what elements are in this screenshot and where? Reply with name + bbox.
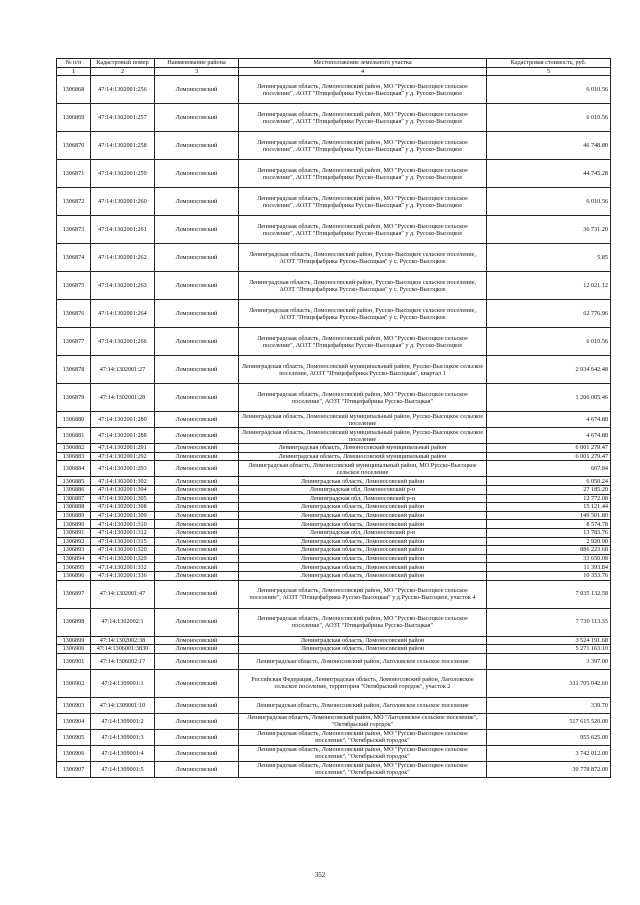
row-index: 1306871	[57, 160, 91, 188]
cadastral-value: 6 010.56	[487, 76, 611, 104]
district-name: Ломоносовский	[155, 520, 239, 529]
district-name: Ломоносовский	[155, 104, 239, 132]
cadastral-value: 10 353.76	[487, 571, 611, 580]
cadastral-number: 47:14:1302001:305	[91, 494, 155, 503]
location: Ленинградская область, Ломоносовский район	[239, 520, 487, 529]
cadastral-number: 47:14:1302001:302	[91, 477, 155, 486]
table-row	[57, 645, 611, 654]
cadastral-value: 3 397.00	[487, 653, 611, 669]
district-name: Ломоносовский	[155, 160, 239, 188]
row-index: 1306885	[57, 477, 91, 486]
cadastral-value: 30 778 872.00	[487, 761, 611, 777]
location: Ленинградская область, Ломоносовский район, МО "Русско-Высоцкое сельское поселение", АОЗТ "Птицефабрика Русско-Высоцкая"	[239, 608, 487, 636]
row-index: 1306900	[57, 645, 91, 654]
cadastral-number: 47:14:1309001:5	[91, 761, 155, 777]
cadastral-number: 47:14:1302001:28	[91, 384, 155, 412]
location: Ленинградская область, Ломоносовский муниципальный район, Русско-Высоцкое сельское поселение	[239, 412, 487, 428]
row-index: 1306897	[57, 580, 91, 608]
cadastral-value: 5 271 163.10	[487, 645, 611, 654]
table-row	[57, 571, 611, 580]
cadastral-number: 47:14:1302001:288	[91, 428, 155, 444]
location: Ленинградская область, Ломоносовский район, МО "Русско-Высоцкое сельское поселение", АОЗТ "Птицефабрика Русско-Высоцкая" у д. Русско-Высоцкое	[239, 188, 487, 216]
district-name: Ломоносовский	[155, 761, 239, 777]
table-row	[57, 580, 611, 608]
row-index: 1306884	[57, 461, 91, 477]
cadastral-number: 47:14:1302001:256	[91, 76, 155, 104]
district-name: Ломоносовский	[155, 503, 239, 512]
cadastral-value: 11 393.84	[487, 563, 611, 572]
cadastral-number: 47:14:1302001:257	[91, 104, 155, 132]
cadastral-number: 47:14:1302001:258	[91, 132, 155, 160]
row-index: 1306890	[57, 520, 91, 529]
row-index: 1306887	[57, 494, 91, 503]
cadastral-value: 44 745.28	[487, 160, 611, 188]
cadastral-number: 47:14:1309001:10	[91, 697, 155, 713]
row-index: 1306906	[57, 745, 91, 761]
district-name: Ломоносовский	[155, 563, 239, 572]
cadastral-value: 15 121.44	[487, 503, 611, 512]
district-name: Ломоносовский	[155, 328, 239, 356]
district-name: Ломоносовский	[155, 384, 239, 412]
cadastral-number: 47:14:1302001:262	[91, 244, 155, 272]
district-name: Ломоносовский	[155, 511, 239, 520]
district-name: Ломоносовский	[155, 412, 239, 428]
cadastral-value: 6 001 279.47	[487, 444, 611, 453]
column-number: 3	[155, 68, 239, 76]
column-number: 2	[91, 68, 155, 76]
row-index: 1306876	[57, 300, 91, 328]
cadastral-number: 47:14:1302001:310	[91, 520, 155, 529]
location: Ленинградская область, Ломоносовский район, Русско-Высоцкое сельское поселение, АОЗТ "Птицефабрика Русско-Высоцкая" у с. Русско-Высоцкое	[239, 300, 487, 328]
location: Ленинградская обл, Ломоносовский р-н	[239, 485, 487, 494]
location: Ленинградская область, Ломоносовский район, МО "Русско-Высоцкое сельское поселение", АОЗТ "Птицефабрика Русско-Высоцкая" у д. Русско-Высоцкое	[239, 76, 487, 104]
district-name: Ломоносовский	[155, 697, 239, 713]
cadastral-value: 1 206 005.46	[487, 384, 611, 412]
row-index: 1306903	[57, 697, 91, 713]
cadastral-value: 62 776.96	[487, 300, 611, 328]
location: Ленинградская область, Ломоносовский район, Русско-Высоцкое сельское поселение, АОЗТ "Птицефабрика Русско-Высоцкая" у с. Русско-Высоцкое	[239, 272, 487, 300]
cadastral-number: 47:14:1302001:312	[91, 528, 155, 537]
cadastral-number: 47:14:1306001:3830	[91, 645, 155, 654]
row-index: 1306873	[57, 216, 91, 244]
table-row	[57, 272, 611, 300]
location: Ленинградская область, Ломоносовский район	[239, 546, 487, 555]
cadastral-number: 47:14:1302001:291	[91, 444, 155, 453]
location: Ленинградская область, Ломоносовский район, МО "Русско-Высоцкое сельское поселение", АОЗТ "Птицефабрика Русско-Высоцкая" у д.Русско-Высоцкое, участок 4	[239, 580, 487, 608]
table-row	[57, 452, 611, 461]
table-row	[57, 537, 611, 546]
table-row	[57, 554, 611, 563]
cadastral-value: 27 185.20	[487, 485, 611, 494]
cadastral-number: 47:14:1302001:266	[91, 328, 155, 356]
location: Ленинградская область, Ломоносовский район	[239, 563, 487, 572]
row-index: 1306904	[57, 713, 91, 729]
row-index: 1306905	[57, 729, 91, 745]
table-row	[57, 653, 611, 669]
district-name: Ломоносовский	[155, 244, 239, 272]
cadastral-value: 2 920.90	[487, 537, 611, 546]
cadastral-value: 6 010.56	[487, 188, 611, 216]
row-index: 1306894	[57, 554, 91, 563]
location: Ленинградская обл, Ломоносовский р-н	[239, 494, 487, 503]
row-index: 1306896	[57, 571, 91, 580]
table-row	[57, 412, 611, 428]
district-name: Ломоносовский	[155, 132, 239, 160]
location: Ленинградская область, Ломоносовский район	[239, 645, 487, 654]
cadastral-value: 6 010.56	[487, 104, 611, 132]
location: Ленинградская область, Ломоносовский муниципальный район, Русско-Высоцкое сельское поселение	[239, 428, 487, 444]
column-number: 5	[487, 68, 611, 76]
row-index: 1306875	[57, 272, 91, 300]
district-name: Ломоносовский	[155, 608, 239, 636]
cadastral-number: 47:14:1302001:47	[91, 580, 155, 608]
location: Ленинградская область, Ломоносовский район	[239, 636, 487, 645]
location: Ленинградская область, Ломоносовский район, МО "Русско-Высоцкое сельское поселение", АОЗТ "Птицефабрика Русско-Высоцкая"	[239, 384, 487, 412]
district-name: Ломоносовский	[155, 546, 239, 555]
cadastral-value: 6 001 279.47	[487, 452, 611, 461]
row-index: 1306870	[57, 132, 91, 160]
column-number-row	[57, 68, 611, 76]
cadastral-number: 47:14:1302001:315	[91, 537, 155, 546]
district-name: Ломоносовский	[155, 477, 239, 486]
table-row	[57, 428, 611, 444]
cadastral-number: 47:14:1309001:2	[91, 713, 155, 729]
row-index: 1306881	[57, 428, 91, 444]
cadastral-value: 886 223.68	[487, 546, 611, 555]
table-row	[57, 485, 611, 494]
location: Ленинградская область, Ломоносовский район, МО "Лаголовское сельское поселение", "Октябрьский городок"	[239, 713, 487, 729]
table-row	[57, 216, 611, 244]
cadastral-number: 47:14:1302001:304	[91, 485, 155, 494]
district-name: Ломоносовский	[155, 428, 239, 444]
district-name: Ломоносовский	[155, 554, 239, 563]
row-index: 1306891	[57, 528, 91, 537]
location: Ленинградская область, Ломоносовский муниципальный район	[239, 444, 487, 453]
cadastral-number: 47:14:1302001:261	[91, 216, 155, 244]
cadastral-value: 7 035 132.58	[487, 580, 611, 608]
district-name: Ломоносовский	[155, 272, 239, 300]
table-row	[57, 608, 611, 636]
district-name: Ломоносовский	[155, 444, 239, 453]
district-name: Ломоносовский	[155, 537, 239, 546]
location: Ленинградская область, Ломоносовский район, МО "Русско-Высоцкое сельское поселение", АОЗТ "Птицефабрика Русско-Высоцкая" у д. Русско-Высоцкое	[239, 160, 487, 188]
location: Ленинградская область, Ломоносовский район	[239, 554, 487, 563]
cadastral-number: 47:14:1309001:3	[91, 729, 155, 745]
location: Ленинградская область, Ломоносовский район	[239, 537, 487, 546]
table-row	[57, 520, 611, 529]
table-row	[57, 563, 611, 572]
district-name: Ломоносовский	[155, 580, 239, 608]
cadastral-number: 47:14:1302001:329	[91, 554, 155, 563]
district-name: Ломоносовский	[155, 485, 239, 494]
cadastral-value: 13 783.76	[487, 528, 611, 537]
row-index: 1306902	[57, 669, 91, 697]
table-row	[57, 188, 611, 216]
location: Ленинградская область, Ломоносовский район, МО "Русско-Высоцкое сельское поселение", АОЗТ "Птицефабрика Русско-Высоцкая" у д. Русско-Высоцкое	[239, 328, 487, 356]
table-row	[57, 444, 611, 453]
table-row	[57, 132, 611, 160]
table-row	[57, 636, 611, 645]
table-row	[57, 669, 611, 697]
table-row	[57, 477, 611, 486]
district-name: Ломоносовский	[155, 216, 239, 244]
row-index: 1306874	[57, 244, 91, 272]
row-index: 1306886	[57, 485, 91, 494]
cadastral-number: 47:14:1302001:309	[91, 511, 155, 520]
cadastral-number: 47:14:1302001:293	[91, 461, 155, 477]
row-index: 1306868	[57, 76, 91, 104]
row-index: 1306889	[57, 511, 91, 520]
row-index: 1306872	[57, 188, 91, 216]
row-index: 1306899	[57, 636, 91, 645]
district-name: Ломоносовский	[155, 188, 239, 216]
row-index: 1306898	[57, 608, 91, 636]
district-name: Ломоносовский	[155, 461, 239, 477]
table-row	[57, 384, 611, 412]
cadastral-value: 8 574.78	[487, 520, 611, 529]
table-row	[57, 503, 611, 512]
page-number: 352	[314, 871, 326, 879]
column-number: 4	[239, 68, 487, 76]
column-number: 1	[57, 68, 91, 76]
cadastral-number: 47:14:1302002:38	[91, 636, 155, 645]
cadastral-number: 47:14:1302001:292	[91, 452, 155, 461]
location: Ленинградская область, Ломоносовский район	[239, 477, 487, 486]
location: Ленинградская область, Ломоносовский район, Лаголовское сельское поселение	[239, 653, 487, 669]
table-row	[57, 356, 611, 384]
cadastral-value: 33 650.08	[487, 554, 611, 563]
location: Российская Федерация, Ленинградская область, Ломоносовский район, Лаголовское сельское поселение, территория "Октябрьский городок", участок 2	[239, 669, 487, 697]
row-index: 1306883	[57, 452, 91, 461]
location: Ленинградская область, Ломоносовский муниципальный район, Русско-Высоцкое сельское поселение, АОЗТ "Птицефабрика Русско-Высоцкая", квартал 1	[239, 356, 487, 384]
cadastral-table	[56, 58, 611, 778]
district-name: Ломоносовский	[155, 356, 239, 384]
location: Ленинградская область, Ломоносовский район, Лаголовское сельское поселение	[239, 697, 487, 713]
district-name: Ломоносовский	[155, 494, 239, 503]
table-row	[57, 494, 611, 503]
cadastral-number: 47:14:1302001:263	[91, 272, 155, 300]
cadastral-number: 47:14:1302001:320	[91, 546, 155, 555]
table-row	[57, 761, 611, 777]
cadastral-value: 6 050.24	[487, 477, 611, 486]
table-row	[57, 300, 611, 328]
district-name: Ломоносовский	[155, 76, 239, 104]
cadastral-number: 47:14:1302001:27	[91, 356, 155, 384]
location: Ленинградская область, Ломоносовский район, МО "Русско-Высоцкое сельское поселение", "Октябрьский городок"	[239, 761, 487, 777]
location: Ленинградская обл, Ломоносовский р-н	[239, 528, 487, 537]
district-name: Ломоносовский	[155, 729, 239, 745]
district-name: Ломоносовский	[155, 645, 239, 654]
location: Ленинградская область, Ломоносовский район	[239, 503, 487, 512]
row-index: 1306880	[57, 412, 91, 428]
location: Ленинградская область, Ломоносовский район, Русско-Высоцкое сельское поселение, АОЗТ "Птицефабрика Русско-Высоцкая" у с. Русско-Высоцкое	[239, 244, 487, 272]
cadastral-value: 3 524 191.68	[487, 636, 611, 645]
cadastral-value: 4 674.88	[487, 428, 611, 444]
location: Ленинградская область, Ломоносовский район, МО "Русско-Высоцкое сельское поселение", АОЗТ "Птицефабрика Русско-Высоцкая" у д. Русско-Высоцкое	[239, 216, 487, 244]
district-name: Ломоносовский	[155, 745, 239, 761]
cadastral-value: 667.84	[487, 461, 611, 477]
row-index: 1306888	[57, 503, 91, 512]
cadastral-value: 149 501.80	[487, 511, 611, 520]
table-row	[57, 160, 611, 188]
header-index: № п/п	[57, 59, 91, 68]
table-row	[57, 328, 611, 356]
location: Ленинградская область, Ломоносовский район, МО "Русско-Высоцкое сельское поселение", "Октябрьский городок"	[239, 729, 487, 745]
table-row	[57, 745, 611, 761]
cadastral-value: 7 730 113.35	[487, 608, 611, 636]
district-name: Ломоносовский	[155, 636, 239, 645]
cadastral-number: 47:14:1302002:1	[91, 608, 155, 636]
row-index: 1306901	[57, 653, 91, 669]
location: Ленинградская область, Ломоносовский район	[239, 571, 487, 580]
cadastral-number: 47:14:1309001:1	[91, 669, 155, 697]
row-index: 1306879	[57, 384, 91, 412]
district-name: Ломоносовский	[155, 653, 239, 669]
cadastral-number: 47:14:1302001:259	[91, 160, 155, 188]
table-row	[57, 697, 611, 713]
cadastral-value: 4 674.88	[487, 412, 611, 428]
table-row	[57, 528, 611, 537]
row-index: 1306878	[57, 356, 91, 384]
cadastral-value: 517 615 520.00	[487, 713, 611, 729]
cadastral-value: 3 742 012.00	[487, 745, 611, 761]
row-index: 1306882	[57, 444, 91, 453]
cadastral-value: 955 625.00	[487, 729, 611, 745]
cadastral-value: 6 010.56	[487, 328, 611, 356]
cadastral-value: 12 772.08	[487, 494, 611, 503]
district-name: Ломоносовский	[155, 713, 239, 729]
district-name: Ломоносовский	[155, 669, 239, 697]
row-index: 1306892	[57, 537, 91, 546]
cadastral-number: 47:14:1302001:336	[91, 571, 155, 580]
table-row	[57, 729, 611, 745]
cadastral-value: 12 021.12	[487, 272, 611, 300]
location: Ленинградская область, Ломоносовский район	[239, 511, 487, 520]
cadastral-number: 47:14:1306002:17	[91, 653, 155, 669]
cadastral-value: 339.70	[487, 697, 611, 713]
header-cadastral-number: Кадастровый номер	[91, 59, 155, 68]
cadastral-value: 2 934 642.48	[487, 356, 611, 384]
cadastral-number: 47:14:1302001:332	[91, 563, 155, 572]
row-index: 1306893	[57, 546, 91, 555]
district-name: Ломоносовский	[155, 528, 239, 537]
cadastral-number: 47:14:1309001:4	[91, 745, 155, 761]
table-row	[57, 104, 611, 132]
location: Ленинградская область, Ломоносовский муниципальный район, МО Русско-Высоцкое сельское поселение	[239, 461, 487, 477]
header-cadastral-value: Кадастровая стоимость, руб.	[487, 59, 611, 68]
cadastral-value: 46 748.80	[487, 132, 611, 160]
header-row	[57, 59, 611, 68]
table-row	[57, 76, 611, 104]
table-body	[57, 76, 611, 778]
location: Ленинградская область, Ломоносовский район, МО "Русско-Высоцкое сельское поселение", "Октябрьский городок"	[239, 745, 487, 761]
row-index: 1306895	[57, 563, 91, 572]
cadastral-number: 47:14:1302001:260	[91, 188, 155, 216]
location: Ленинградская область, Ломоносовский район, МО "Русско-Высоцкое сельское поселение", АОЗТ "Птицефабрика Русско-Высоцкая" у д. Русско-Высоцкое	[239, 132, 487, 160]
header-location: Местоположение земельного участка	[239, 59, 487, 68]
cadastral-value: 5.85	[487, 244, 611, 272]
table-row	[57, 461, 611, 477]
table-row	[57, 244, 611, 272]
district-name: Ломоносовский	[155, 571, 239, 580]
district-name: Ломоносовский	[155, 452, 239, 461]
cadastral-number: 47:14:1302001:308	[91, 503, 155, 512]
header-district: Наименование района	[155, 59, 239, 68]
location: Ленинградская область, Ломоносовский район, МО "Русско-Высоцкое сельское поселение", АОЗТ "Птицефабрика Русско-Высоцкая" у д. Русско-Высоцкое	[239, 104, 487, 132]
table-row	[57, 546, 611, 555]
row-index: 1306869	[57, 104, 91, 132]
table-row	[57, 511, 611, 520]
cadastral-value: 36 731.20	[487, 216, 611, 244]
district-name: Ломоносовский	[155, 300, 239, 328]
location: Ленинградская область, Ломоносовский муниципальный район	[239, 452, 487, 461]
cadastral-value: 311 705 042.60	[487, 669, 611, 697]
table-row	[57, 713, 611, 729]
cadastral-number: 47:14:1302001:280	[91, 412, 155, 428]
cadastral-number: 47:14:1302001:264	[91, 300, 155, 328]
row-index: 1306907	[57, 761, 91, 777]
row-index: 1306877	[57, 328, 91, 356]
